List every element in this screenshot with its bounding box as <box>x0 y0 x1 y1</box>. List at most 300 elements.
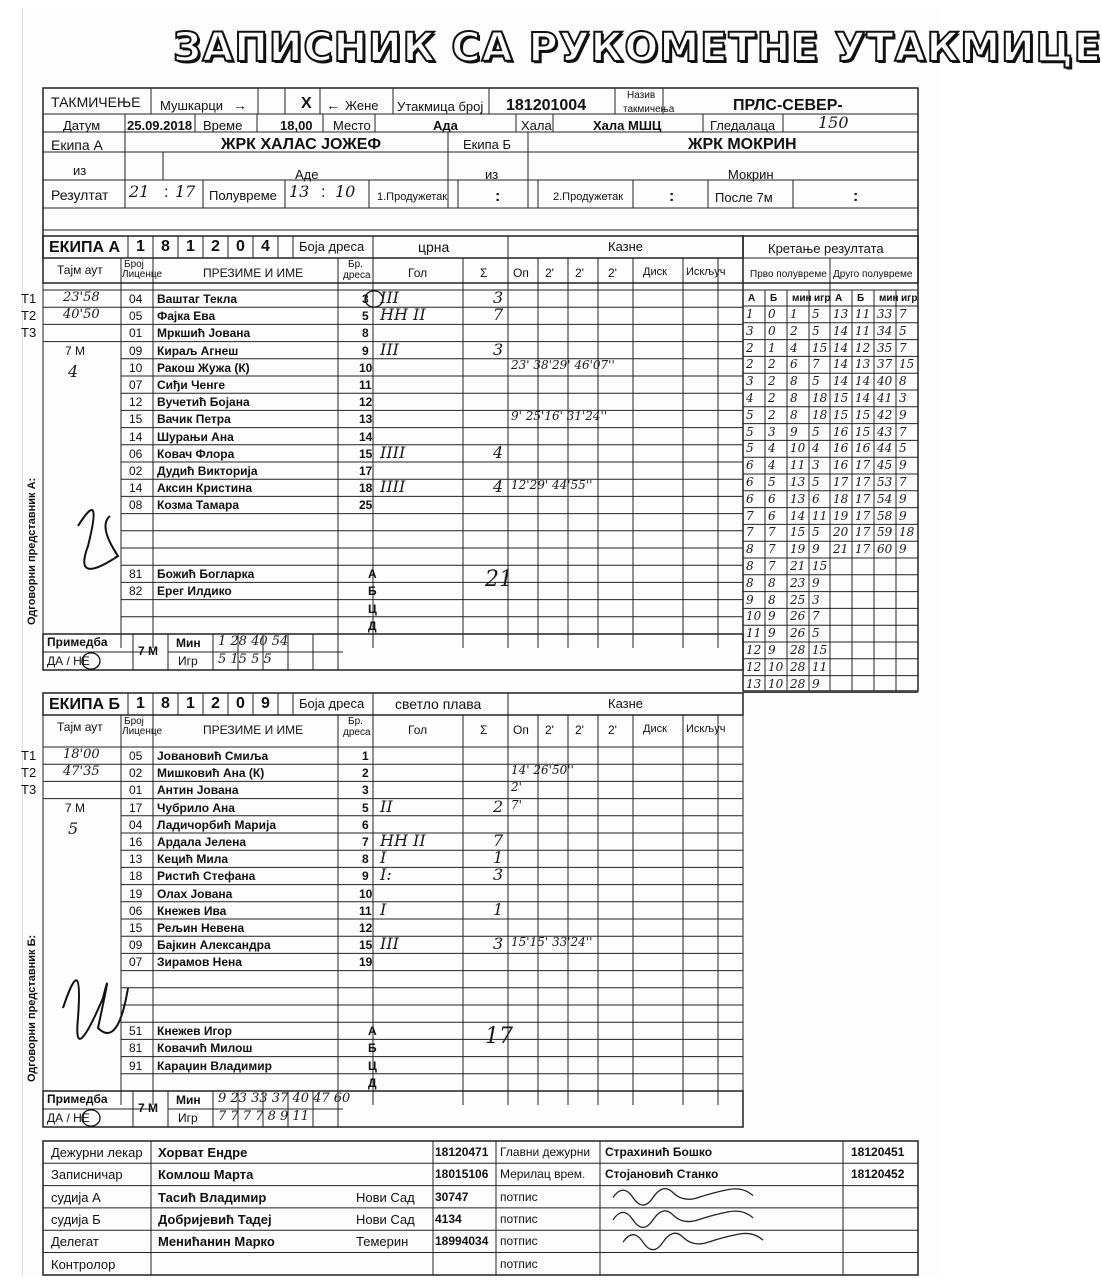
player-name: Аксин Кристина <box>157 481 253 496</box>
progress-cell: 5 <box>812 307 820 321</box>
player-goals: III <box>380 339 399 359</box>
official-role: Д <box>368 618 377 633</box>
footer-number: 4134 <box>435 1211 462 1226</box>
progress-cell: 11 <box>812 659 828 674</box>
timeout-t1-label: Т1 <box>21 748 37 763</box>
player-penalties: 7' <box>511 797 522 812</box>
footer-number: 18994034 <box>435 1234 489 1249</box>
player-jersey: 11 <box>359 903 372 918</box>
progress-col-header: А <box>835 293 843 304</box>
official-role: Ц <box>368 601 377 616</box>
player-jersey: 8 <box>362 852 369 867</box>
progress-cell: 9 <box>899 458 907 473</box>
player-license: 04 <box>129 817 143 832</box>
competition-label: ТАКМИЧЕЊЕ <box>51 94 141 110</box>
score-sheet <box>21 8 1102 1276</box>
timeout-t3-label: Т3 <box>21 782 37 798</box>
half-sep: : <box>321 184 326 201</box>
official-license: 81 <box>129 1041 143 1056</box>
footer-number: 18120471 <box>435 1145 489 1159</box>
progress-cell: 14 <box>790 508 806 523</box>
player-goals: IIII <box>380 442 406 462</box>
place-label: Место <box>333 118 371 133</box>
official-signature <box>78 510 118 569</box>
progress-cell: 58 <box>877 508 893 523</box>
progress-cell: 7 <box>812 609 820 624</box>
progress-cell: 4 <box>746 391 754 405</box>
player-name: Козма Тамара <box>157 498 239 513</box>
progress-cell: 42 <box>877 407 893 422</box>
progress-cell: 20 <box>833 525 849 540</box>
official-role: А <box>368 1024 377 1039</box>
footer-name: Комлош Марта <box>158 1167 254 1183</box>
player-penalties: 23' 38'29' 46'07'' <box>511 357 615 372</box>
two-min-header: 2' <box>608 723 617 737</box>
progress-cell: 15 <box>855 407 871 422</box>
progress-cell: 9 <box>812 676 820 691</box>
name-header: ПРЕЗИМЕ И ИМЕ <box>203 723 304 737</box>
ot1-colon: : <box>495 188 501 205</box>
progress-cell: 11 <box>812 508 828 523</box>
progress-cell: 19 <box>790 542 806 557</box>
license-label: Број <box>124 259 144 270</box>
official-name: Ковачић Милош <box>157 1041 253 1056</box>
team-code-digit: 1 <box>136 695 145 712</box>
expel-header: Искључ <box>686 266 726 278</box>
player-name: Ваштаг Текла <box>157 292 238 306</box>
player-name: Вучетић Бојана <box>157 395 250 410</box>
official-name: Караџин Владимир <box>157 1058 272 1073</box>
penalties-label: Казне <box>608 239 644 254</box>
after7-colon: : <box>853 188 859 205</box>
team-code-digit: 1 <box>136 238 145 255</box>
team-b-city: Мокрин <box>728 167 774 182</box>
team-code-digit: 1 <box>186 238 195 255</box>
progress-cell: 1 <box>768 340 776 355</box>
progress-cell: 6 <box>790 357 798 372</box>
progress-cell: 19 <box>833 508 849 523</box>
footer-right-number: 18120451 <box>851 1145 905 1159</box>
player-jersey: 15 <box>359 938 373 953</box>
two-min-header: 2' <box>608 266 617 280</box>
progress-cell: 25 <box>790 592 806 607</box>
disq-header: Диск <box>643 266 667 278</box>
first-half-label: Прво полувреме <box>750 269 827 280</box>
seven-m-value: 5 <box>68 818 79 838</box>
progress-cell: 9 <box>899 542 907 557</box>
official-license: 82 <box>129 584 143 599</box>
footer-right-number: 18120452 <box>851 1167 905 1182</box>
from-label: из <box>73 163 87 178</box>
footer-name: Тасић Владимир <box>158 1189 267 1205</box>
player-name: Чубрило Ана <box>157 800 235 815</box>
progress-cell: 8 <box>768 575 776 590</box>
sum-header: Σ <box>480 266 488 280</box>
footer-city: Нови Сад <box>356 1189 415 1205</box>
player-jersey: 12 <box>359 395 373 410</box>
kit-color-value: црна <box>418 239 450 255</box>
seven-min-label: Мин <box>176 1093 201 1107</box>
official-name: Божић Богларка <box>157 567 255 582</box>
handwritten-signature <box>613 1211 753 1228</box>
player-goal-sum: 1 <box>493 848 504 868</box>
player-jersey: 1 <box>362 749 369 763</box>
player-jersey: 10 <box>359 886 373 901</box>
team-code-label: ЕКИПА А <box>49 239 120 256</box>
player-license: 02 <box>129 464 143 478</box>
player-goals: HH II <box>380 831 426 850</box>
license-label-2: Лиценце <box>122 269 163 280</box>
warning-header: Оп <box>513 266 529 280</box>
progress-cell: 1 <box>746 307 754 321</box>
progress-cell: 3 <box>812 592 820 607</box>
footer-label: Записничар <box>51 1167 123 1183</box>
progress-cell: 40 <box>877 374 893 389</box>
progress-cell: 37 <box>877 357 893 372</box>
player-name: Ладичорбић Марија <box>157 817 276 832</box>
progress-cell: 44 <box>877 441 893 456</box>
player-jersey: 2 <box>362 766 369 781</box>
progress-cell: 2 <box>768 357 776 372</box>
progress-cell: 8 <box>790 374 798 389</box>
footer-right-label: Главни дежурни <box>500 1145 591 1159</box>
timeout-t1-value: 23'58 <box>63 290 100 305</box>
team-a-name: ЖРК ХАЛАС ЈОЖЕФ <box>221 136 382 153</box>
footer-label: судија Б <box>51 1211 101 1227</box>
player-jersey: 8 <box>362 326 369 341</box>
player-jersey: 3 <box>362 292 369 306</box>
progress-cell: 59 <box>877 525 893 540</box>
player-jersey: 9 <box>362 869 369 884</box>
score-progress-title: Кретање резултата <box>768 241 884 256</box>
progress-cell: 7 <box>746 525 754 540</box>
progress-cell: 28 <box>790 676 806 691</box>
footer-city: Нови Сад <box>356 1211 415 1227</box>
timeout-label: Тајм аут <box>57 720 103 734</box>
progress-cell: 28 <box>790 659 806 674</box>
progress-cell: 23 <box>790 575 806 590</box>
two-min-header: 2' <box>575 266 584 280</box>
progress-cell: 13 <box>790 491 806 506</box>
spectators-value: 150 <box>818 113 849 132</box>
expel-header: Искључ <box>686 723 726 735</box>
men-arrow: → <box>233 97 247 113</box>
player-goal-sum: 4 <box>493 442 504 462</box>
player-license: 14 <box>129 429 143 444</box>
progress-cell: 11 <box>855 323 871 338</box>
remark-label: Примедба <box>47 635 108 649</box>
player-jersey: 5 <box>362 800 369 815</box>
progress-cell: 26 <box>790 626 806 641</box>
disq-header: Диск <box>643 723 667 735</box>
player-license: 15 <box>129 412 143 427</box>
player-license: 07 <box>129 378 143 392</box>
progress-cell: 16 <box>833 424 849 439</box>
player-name: Зирамов Нена <box>157 955 242 970</box>
progress-cell: 2 <box>790 323 798 338</box>
progress-cell: 5 <box>812 475 820 489</box>
player-license: 18 <box>129 869 143 884</box>
progress-cell: 15 <box>790 525 806 540</box>
player-jersey: 13 <box>359 412 373 427</box>
progress-cell: 14 <box>855 391 871 405</box>
progress-cell: 17 <box>855 508 871 523</box>
officials-vertical-label: Одговорни представник А: <box>26 477 38 626</box>
after7-label: После 7м <box>715 190 773 205</box>
player-jersey: 9 <box>362 343 369 358</box>
progress-cell: 0 <box>768 307 776 321</box>
team-code-digit: 0 <box>236 695 245 712</box>
progress-cell: 2 <box>746 340 754 355</box>
player-goal-sum: 3 <box>493 339 504 359</box>
footer-number: 30747 <box>435 1189 469 1204</box>
team-b-label: Екипа Б <box>463 137 512 152</box>
progress-cell: 15 <box>812 340 828 355</box>
player-name: Шурањи Ана <box>157 429 234 444</box>
player-jersey: 18 <box>359 481 373 496</box>
player-goals: I: <box>380 865 392 885</box>
match-no-label: Утакмица број <box>397 99 484 114</box>
progress-cell: 7 <box>812 357 820 372</box>
team-a-city: Аде <box>295 167 319 182</box>
team-code-digit: 8 <box>161 695 170 712</box>
progress-cell: 4 <box>768 441 776 456</box>
footer-name: Хорват Ендре <box>158 1145 248 1160</box>
progress-cell: 9 <box>812 542 820 557</box>
progress-cell: 7 <box>768 559 776 573</box>
timeout-t2-label: Т2 <box>21 308 37 324</box>
time-value: 18,00 <box>280 118 313 133</box>
progress-cell: 5 <box>746 407 754 422</box>
seven-player-label: Игр <box>178 1111 198 1125</box>
progress-cell: 15 <box>855 424 871 439</box>
progress-cell: 2 <box>768 374 776 389</box>
jersey-label-2: дреса <box>343 727 371 738</box>
progress-cell: 12 <box>746 643 762 657</box>
footer-right-label: Мерилац врем. <box>500 1167 586 1182</box>
player-goals: I <box>380 848 387 868</box>
result-sep: : <box>164 184 169 201</box>
kit-color-value: светло плава <box>395 696 482 712</box>
player-name: Ристић Стефана <box>157 869 256 884</box>
player-name: Јовановић Смиља <box>157 749 269 763</box>
yes-no-label: ДА / НЕ <box>47 654 90 668</box>
progress-cell: 14 <box>855 374 871 389</box>
player-license: 04 <box>129 292 143 306</box>
seven-m-minutes: 1 28 40 54 <box>218 634 289 649</box>
progress-cell: 7 <box>899 424 907 439</box>
goal-header: Гол <box>408 266 428 280</box>
progress-cell: 8 <box>746 559 754 573</box>
progress-cell: 21 <box>790 559 806 573</box>
player-penalties: 9' 25'16' 31'24'' <box>511 409 608 424</box>
player-goal-sum: 3 <box>493 288 504 307</box>
date-label: Датум <box>63 118 101 133</box>
player-goals: II <box>380 796 393 816</box>
progress-cell: 4 <box>812 441 820 456</box>
player-license: 06 <box>129 446 143 461</box>
progress-cell: 13 <box>746 676 762 691</box>
player-name: Олах Јована <box>157 886 233 901</box>
sum-header: Σ <box>480 723 488 737</box>
player-name: Антин Јована <box>157 783 239 798</box>
progress-cell: 9 <box>768 609 776 624</box>
team-code-digit: 9 <box>261 695 270 712</box>
player-license: 02 <box>129 766 143 781</box>
progress-cell: 3 <box>899 391 907 405</box>
progress-cell: 3 <box>746 323 754 338</box>
progress-cell: 45 <box>877 458 893 473</box>
player-license: 09 <box>129 938 143 953</box>
progress-cell: 5 <box>768 475 776 489</box>
timeout-t2-value: 40'50 <box>63 307 100 323</box>
progress-cell: 21 <box>833 542 849 557</box>
player-jersey: 10 <box>359 360 373 375</box>
half-b: 10 <box>335 182 356 201</box>
half-a: 13 <box>289 182 310 201</box>
progress-cell: 6 <box>768 491 776 506</box>
progress-cell: 18 <box>833 491 849 506</box>
player-name: Ардала Јелена <box>157 835 247 849</box>
time-label: Време <box>203 118 243 133</box>
progress-cell: 18 <box>899 525 915 540</box>
team-goal-total: 17 <box>485 1024 513 1050</box>
player-penalties: 14' 26'50'' <box>511 763 574 778</box>
official-role: Д <box>368 1075 377 1090</box>
player-goal-sum: 2 <box>493 796 504 816</box>
footer-right-label: потпис <box>500 1189 538 1204</box>
progress-cell: 54 <box>877 491 893 506</box>
comp-name-label: Назив <box>627 90 656 101</box>
progress-cell: 28 <box>790 643 806 657</box>
player-license: 09 <box>129 343 143 358</box>
player-license: 01 <box>129 783 143 798</box>
player-license: 06 <box>129 903 143 918</box>
player-jersey: 17 <box>359 464 373 478</box>
progress-cell: 53 <box>877 475 893 489</box>
progress-cell: 2 <box>768 391 776 405</box>
progress-cell: 33 <box>877 307 893 321</box>
place-value: Ада <box>433 118 458 133</box>
progress-cell: 2 <box>746 357 754 372</box>
jersey-label-2: дреса <box>343 270 371 281</box>
progress-cell: 11 <box>790 458 806 473</box>
player-jersey: 11 <box>359 378 372 392</box>
player-name: Рељин Невена <box>157 921 245 935</box>
hall-label: Хала <box>521 118 552 133</box>
remark-label: Примедба <box>47 1092 108 1106</box>
progress-cell: 15 <box>833 407 849 422</box>
progress-cell: 6 <box>812 491 820 506</box>
footer-right-label: потпис <box>500 1211 538 1226</box>
progress-cell: 16 <box>833 441 849 456</box>
footer-name: Добријевић Тадеј <box>158 1211 272 1227</box>
timeout-t2-value: 47'35 <box>63 764 100 780</box>
player-goal-sum: 4 <box>493 477 504 497</box>
progress-col-header: игр <box>814 293 831 304</box>
player-name: Кнежев Ива <box>157 903 227 918</box>
player-name: Вачик Петра <box>157 412 231 427</box>
progress-cell: 26 <box>790 609 806 624</box>
player-license: 01 <box>129 326 143 341</box>
form-grid <box>23 8 941 1276</box>
official-role: Б <box>368 1041 377 1056</box>
progress-cell: 6 <box>768 508 776 523</box>
progress-cell: 17 <box>833 475 849 489</box>
player-license: 05 <box>129 749 143 763</box>
progress-cell: 43 <box>877 424 893 439</box>
footer-right-name: Стојановић Станко <box>605 1167 719 1182</box>
progress-cell: 17 <box>855 458 871 473</box>
player-license: 13 <box>129 852 143 867</box>
license-label: Број <box>124 716 144 727</box>
team-code-digit: 4 <box>261 238 270 255</box>
progress-cell: 12 <box>746 659 762 674</box>
player-license: 05 <box>129 309 143 324</box>
player-jersey: 19 <box>359 955 373 970</box>
progress-cell: 14 <box>833 357 849 372</box>
men-label: Мушкарци <box>160 98 224 113</box>
progress-cell: 12 <box>855 340 871 355</box>
player-penalties: 12'29' 44'55'' <box>511 478 593 493</box>
progress-cell: 17 <box>855 542 871 557</box>
progress-cell: 0 <box>768 323 776 338</box>
progress-cell: 8 <box>790 391 798 405</box>
seven-m-minutes: 9 23 33 37 40 47 60 <box>218 1091 351 1106</box>
footer-right-name: Страхинић Бошко <box>605 1145 713 1159</box>
progress-cell: 5 <box>812 525 820 540</box>
ot2-label: 2.Продужетак <box>553 191 624 203</box>
progress-cell: 41 <box>877 391 893 405</box>
from-label-b: из <box>485 167 499 182</box>
kit-color-label: Боја дреса <box>299 239 365 254</box>
player-goals: III <box>380 288 399 307</box>
result-a: 21 <box>129 182 150 201</box>
progress-cell: 16 <box>855 441 871 456</box>
player-goals: I <box>380 899 387 919</box>
player-goals: IIII <box>380 477 406 497</box>
seven-m-players: 5 15 5 5 <box>218 652 272 667</box>
player-license: 12 <box>129 395 143 410</box>
progress-cell: 17 <box>855 475 871 489</box>
progress-cell: 9 <box>768 643 776 657</box>
progress-cell: 7 <box>899 307 907 321</box>
official-role: А <box>368 567 377 582</box>
progress-cell: 4 <box>790 340 798 355</box>
player-name: Кецић Мила <box>157 852 229 867</box>
progress-cell: 10 <box>790 441 806 456</box>
progress-col-header: мин <box>792 293 812 304</box>
player-jersey: 7 <box>362 835 369 849</box>
result-label: Резултат <box>51 187 109 203</box>
progress-cell: 5 <box>899 441 907 456</box>
player-goals: HH II <box>380 305 426 325</box>
progress-cell: 6 <box>746 458 754 473</box>
timeout-t1-label: Т1 <box>21 291 37 306</box>
progress-cell: 5 <box>899 323 907 338</box>
official-license: 91 <box>129 1058 143 1073</box>
player-goals: III <box>380 934 399 954</box>
progress-col-header: мин <box>879 293 899 304</box>
seven-m-value: 4 <box>68 361 79 381</box>
progress-cell: 6 <box>746 491 754 506</box>
player-name: Дудић Викторија <box>157 464 258 478</box>
progress-cell: 8 <box>746 575 754 590</box>
team-code-digit: 0 <box>236 238 245 255</box>
player-license: 10 <box>129 360 143 375</box>
progress-cell: 8 <box>899 374 907 389</box>
progress-cell: 5 <box>812 626 820 641</box>
